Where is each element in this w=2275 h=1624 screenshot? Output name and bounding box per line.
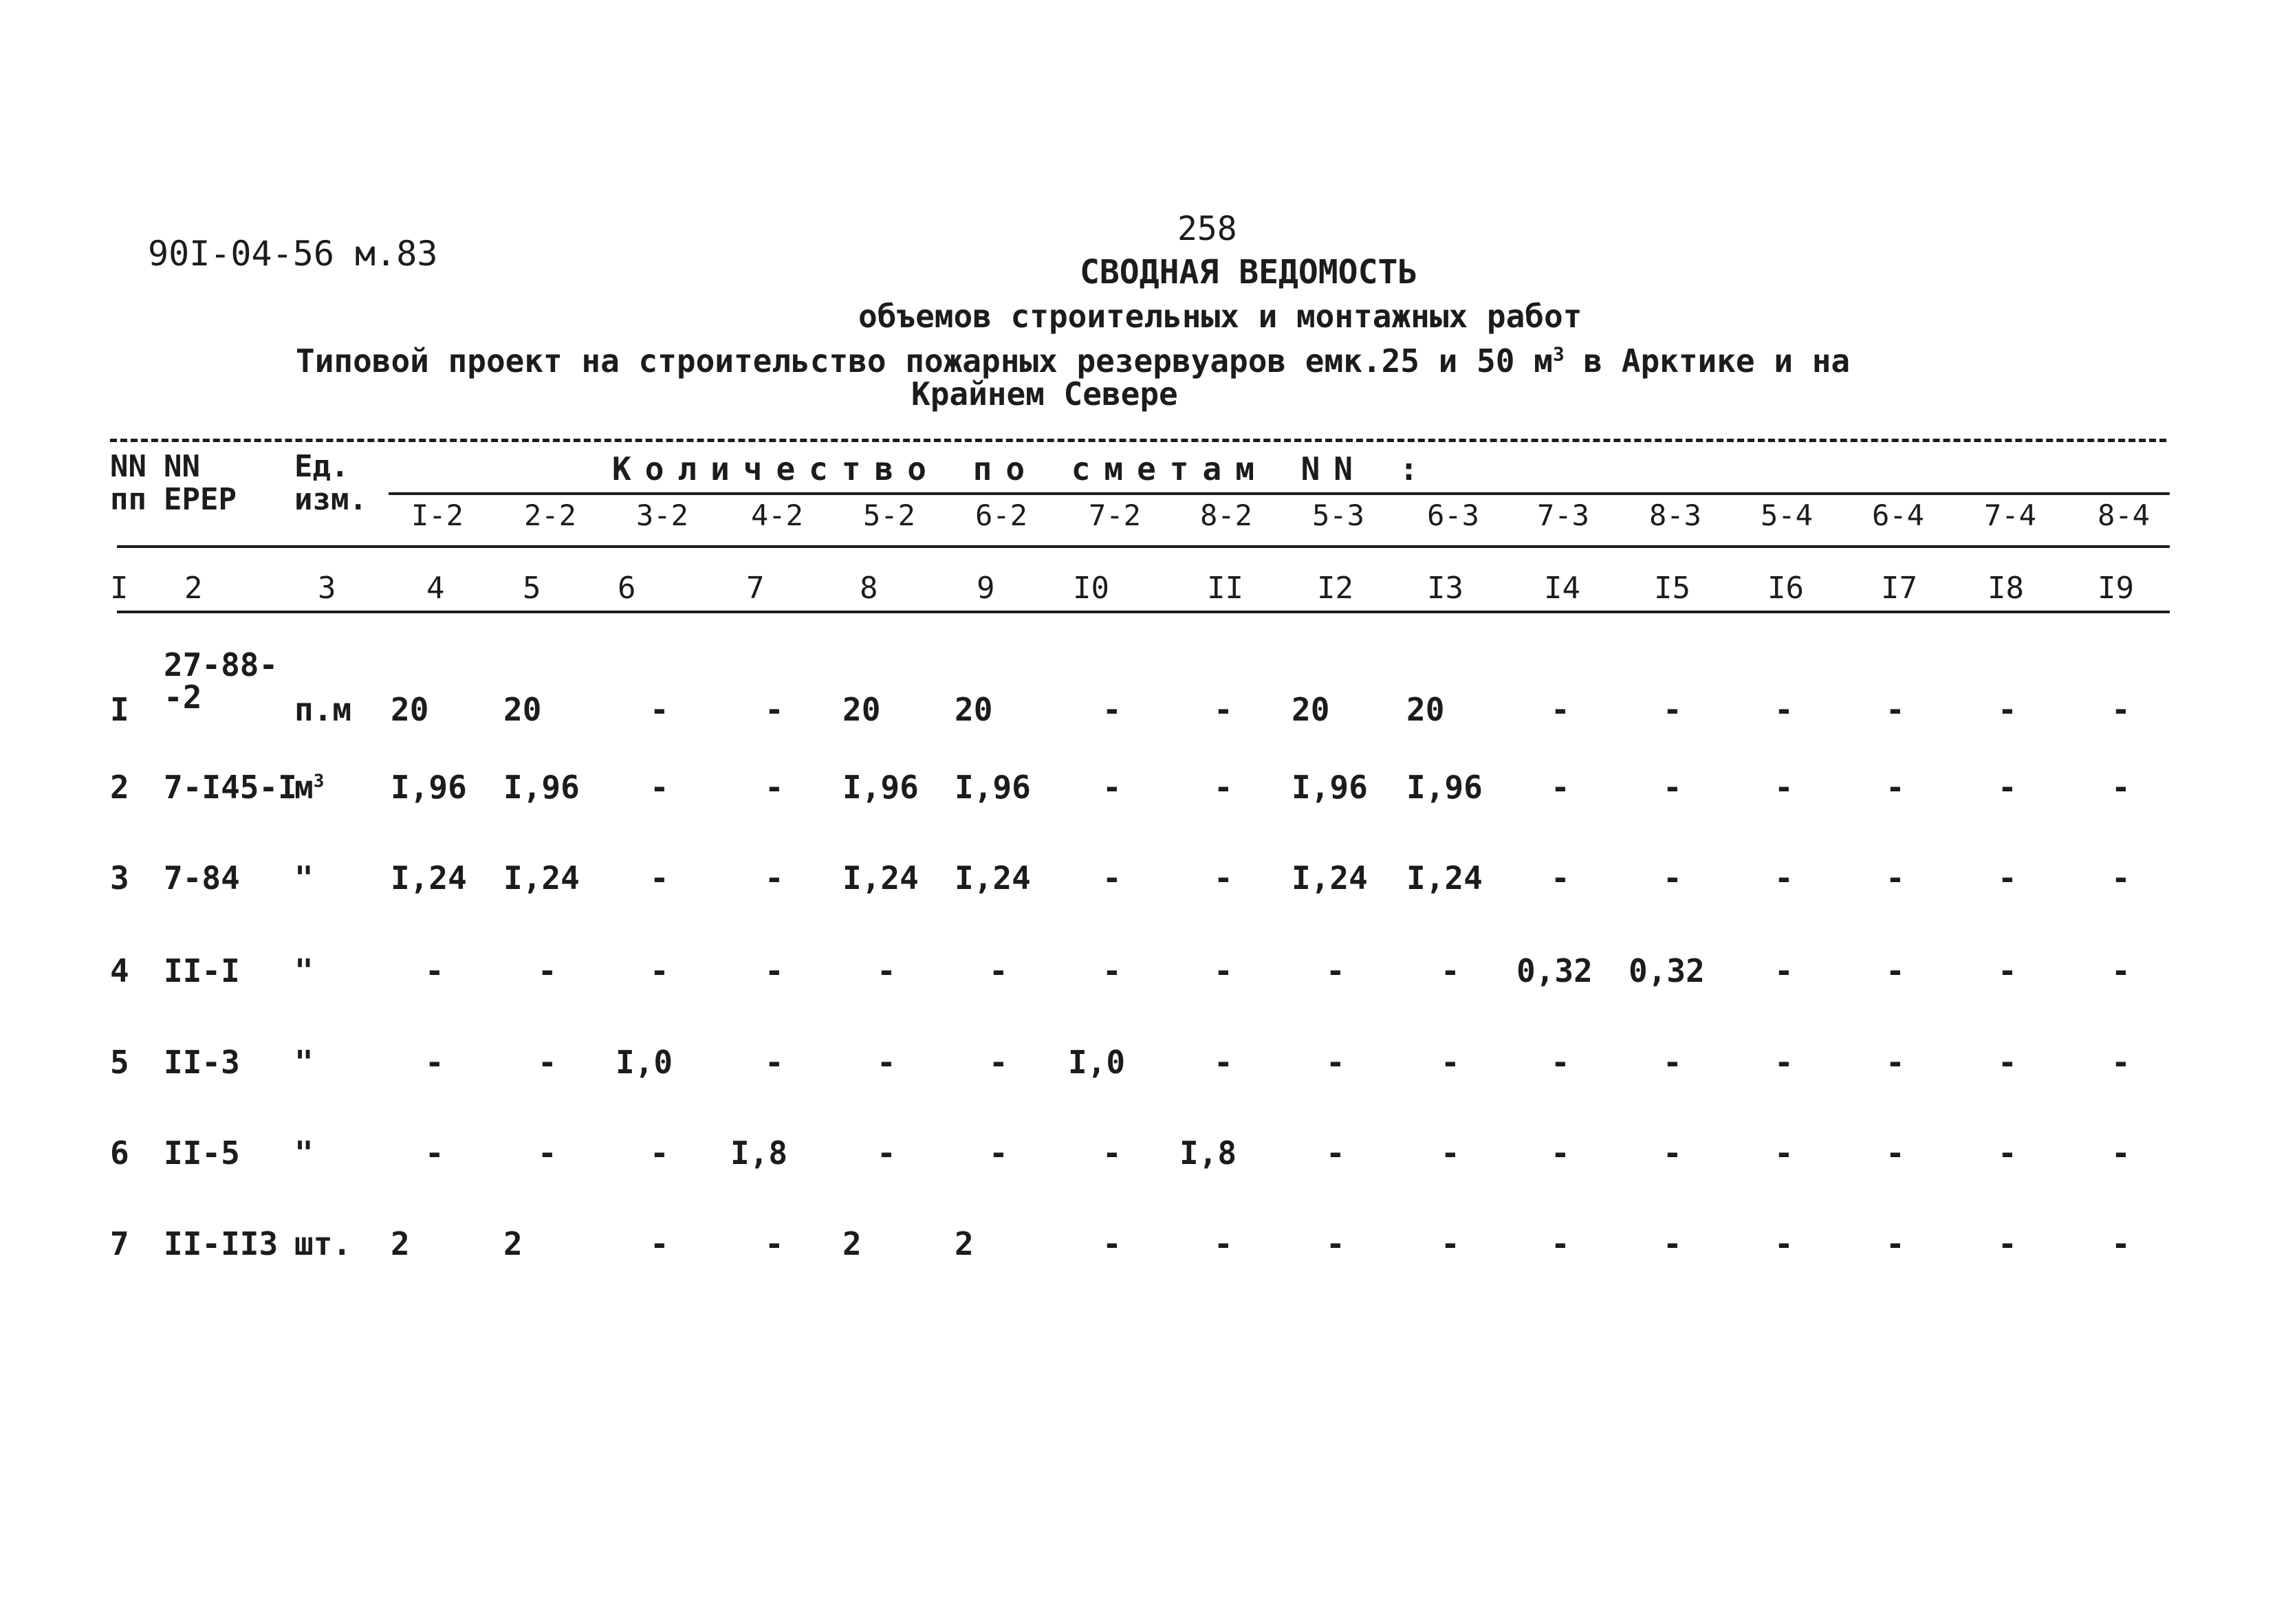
quantity-cell: - [1998,769,2017,806]
quantity-cell: 20 [391,691,429,728]
quantity-cell: - [1663,769,1682,806]
quantity-cell: - [1774,691,1794,728]
quantity-cell: - [1886,1225,1905,1262]
quantity-cell: - [1998,859,2017,897]
row-number-cell: 7 [110,1225,129,1262]
quantity-cell: - [1663,1044,1682,1081]
quantity-cell: 20 [842,691,881,728]
quantity-cell: - [1551,769,1570,806]
subheader-5-2: 5-2 [863,498,915,532]
quantity-cell: - [1326,1044,1345,1081]
subheader-I-2: I-2 [411,498,464,532]
quantity-cell: - [1441,1225,1460,1262]
table-top-rule [110,439,2166,442]
column-number-16: I6 [1767,571,1804,606]
unit-cell: " [294,859,314,897]
erer-code-cell: II-3 [164,1044,240,1081]
quantity-cell: 20 [1292,691,1330,728]
quantity-cell: - [2111,691,2131,728]
quantity-cell: - [2111,952,2131,989]
quantity-cell: - [1551,1134,1570,1172]
unit-cell: шт. [294,1225,352,1262]
document-code: 90I-04-56 м.83 [148,234,438,274]
quantity-header: Количество по сметам NN : [612,450,1433,487]
column-number-4: 4 [426,571,445,606]
quantity-cell: - [1886,859,1905,897]
subheader-3-2: 3-2 [636,498,688,532]
column-number-7: 7 [746,571,765,606]
quantity-cell: - [765,691,784,728]
quantity-cell: - [765,1044,784,1081]
quantity-cell: - [650,859,669,897]
subheader-6-2: 6-2 [975,498,1027,532]
quantity-cell: - [1998,1225,2017,1262]
quantity-cell: - [1774,859,1794,897]
quantity-cell: - [538,1044,557,1081]
quantity-cell: - [765,952,784,989]
column-number-14: I4 [1544,571,1580,606]
erer-code-cell: 7-I45-I [164,769,297,806]
erer-code-cell: II-II3 [164,1225,279,1262]
quantity-cell: - [650,1134,669,1172]
quantity-cell: - [1102,1134,1122,1172]
column-number-3: 3 [318,571,336,606]
quantity-cell: - [1102,769,1122,806]
quantity-cell: 2 [842,1225,862,1262]
quantity-cell: - [425,1134,444,1172]
quantity-header-rule [389,492,2170,495]
quantity-cell: I,96 [1406,769,1483,806]
column-number-17: I7 [1881,571,1917,606]
quantity-cell: - [1886,769,1905,806]
quantity-cell: - [1326,952,1345,989]
quantity-cell: - [877,1044,896,1081]
quantity-cell: I,96 [391,769,467,806]
row-number-cell: I [110,691,129,728]
erer-code-cell: 7-84 [164,859,240,897]
quantity-cell: I,96 [842,769,919,806]
column-number-10: I0 [1073,571,1109,606]
quantity-cell: - [1214,1044,1233,1081]
quantity-cell: - [1998,952,2017,989]
column-number-11: II [1207,571,1243,606]
column-number-9: 9 [977,571,995,606]
quantity-cell: 2 [955,1225,974,1262]
quantity-cell: 20 [1406,691,1445,728]
column-number-1: I [110,571,129,606]
quantity-cell: - [1998,1134,2017,1172]
quantity-cell: - [1663,691,1682,728]
header-nn2-label: NN [164,449,200,484]
subheader-2-2: 2-2 [524,498,576,532]
header-row-number [110,450,146,516]
quantity-cell: - [1326,1225,1345,1262]
quantity-cell: I,24 [503,859,580,897]
quantity-cell: - [650,952,669,989]
unit-cell: " [294,1044,314,1081]
quantity-cell: - [765,859,784,897]
subheader-7-4: 7-4 [1984,498,2036,532]
quantity-cell: - [1886,952,1905,989]
quantity-cell: - [1214,952,1233,989]
column-number-12: I2 [1317,571,1353,606]
quantity-cell: - [877,1134,896,1172]
quantity-cell: - [2111,1225,2131,1262]
erer-code-cell: II-I [164,952,240,989]
quantity-cell: - [765,1225,784,1262]
project-description [296,342,1850,380]
column-number-rule [117,611,2170,613]
quantity-cell: 2 [503,1225,523,1262]
quantity-cell: - [538,1134,557,1172]
unit-cell: " [294,952,314,989]
quantity-cell: 0,32 [1516,952,1593,989]
quantity-cell: - [1551,859,1570,897]
quantity-cell: I,24 [955,859,1031,897]
quantity-cell: - [1441,1134,1460,1172]
quantity-cell: I,8 [730,1134,788,1172]
quantity-cell: 20 [955,691,993,728]
quantity-cell: - [1886,691,1905,728]
subheader-8-2: 8-2 [1200,498,1252,532]
quantity-cell: - [2111,769,2131,806]
erer-code-cont-cell: -2 [164,679,202,716]
quantity-cell: 2 [391,1225,410,1262]
column-number-13: I3 [1427,571,1463,606]
subheader-7-3: 7-3 [1537,498,1589,532]
page-subtitle: объемов строительных и монтажных работ [858,298,1582,335]
quantity-cell: I,0 [1068,1044,1126,1081]
column-number-2: 2 [184,571,203,606]
quantity-cell: - [1214,769,1233,806]
quantity-cell: I,24 [1406,859,1483,897]
row-number-cell: 6 [110,1134,129,1172]
subheader-4-2: 4-2 [751,498,803,532]
quantity-cell: - [1774,769,1794,806]
quantity-cell: - [989,1134,1008,1172]
subheader-6-3: 6-3 [1427,498,1479,532]
quantity-cell: - [989,952,1008,989]
header-unit [294,450,367,516]
quantity-cell: - [1886,1044,1905,1081]
page-number: 258 [1177,210,1237,248]
quantity-cell: 0,32 [1629,952,1705,989]
page-title: СВОДНАЯ ВЕДОМОСТЬ [1080,253,1418,292]
quantity-cell: - [2111,859,2131,897]
unit-superscript: 3 [313,771,325,792]
quantity-cell: - [1663,1225,1682,1262]
quantity-cell: - [1663,1134,1682,1172]
header-erer-code [164,450,237,516]
quantity-cell: I,24 [1292,859,1368,897]
quantity-cell: I,8 [1179,1134,1237,1172]
column-number-5: 5 [523,571,541,606]
erer-code-cell: II-5 [164,1134,240,1172]
subheader-8-3: 8-3 [1649,498,1701,532]
project-text-b: в Арктике и на [1564,342,1851,380]
quantity-cell: - [650,691,669,728]
subheader-6-4: 6-4 [1872,498,1924,532]
row-number-cell: 2 [110,769,129,806]
row-number-cell: 3 [110,859,129,897]
quantity-cell: - [1551,1044,1570,1081]
quantity-cell: - [1774,1044,1794,1081]
subheader-8-4: 8-4 [2098,498,2150,532]
quantity-cell: - [1441,952,1460,989]
quantity-cell: - [1774,952,1794,989]
quantity-cell: I,96 [503,769,580,806]
subheader-7-2: 7-2 [1089,498,1141,532]
header-unit-abbr: изм. [294,482,367,517]
quantity-cell: - [650,1225,669,1262]
quantity-cell: - [1214,859,1233,897]
column-number-18: I8 [1988,571,2024,606]
quantity-cell: I,24 [842,859,919,897]
column-number-6: 6 [618,571,636,606]
row-number-cell: 5 [110,1044,129,1081]
quantity-cell: - [765,769,784,806]
quantity-cell: - [1102,691,1122,728]
quantity-cell: - [1774,1225,1794,1262]
quantity-cell: - [1663,859,1682,897]
quantity-cell: - [1214,691,1233,728]
quantity-cell: 20 [503,691,542,728]
unit-cell: $м^3$ [294,769,325,806]
header-pp-label: пп [110,482,146,517]
quantity-cell: I,96 [955,769,1031,806]
quantity-cell: - [1551,1225,1570,1262]
quantity-cell: - [650,769,669,806]
quantity-cell: I,0 [616,1044,673,1081]
project-text-a: Типовой проект на строительство пожарных резервуаров емк.25 и 50 м [296,342,1553,380]
quantity-cell: - [1102,952,1122,989]
quantity-cell: - [1886,1134,1905,1172]
header-erer-label: ЕРЕР [164,482,237,517]
row-number-cell: 4 [110,952,129,989]
unit-cell: " [294,1134,314,1172]
quantity-cell: - [1551,691,1570,728]
subheader-5-3: 5-3 [1312,498,1364,532]
quantity-cell: I,96 [1292,769,1368,806]
unit-superscript: 3 [1552,342,1565,366]
quantity-cell: - [425,1044,444,1081]
quantity-cell: I,24 [391,859,467,897]
quantity-cell: - [1102,859,1122,897]
column-number-8: 8 [860,571,878,606]
quantity-cell: - [1214,1225,1233,1262]
quantity-cell: - [1998,1044,2017,1081]
quantity-cell: - [2111,1044,2131,1081]
project-description-line2: Крайнем Севере [911,375,1178,413]
erer-code-cell: 27-88- [164,646,279,683]
quantity-cell: - [425,952,444,989]
header-nn-label: NN [110,449,146,484]
quantity-cell: - [1441,1044,1460,1081]
quantity-cell: - [877,952,896,989]
header-unit-label: Ед. [294,449,349,484]
quantity-cell: - [1774,1134,1794,1172]
header-bottom-rule [117,545,2170,548]
subheader-5-4: 5-4 [1761,498,1813,532]
quantity-cell: - [1998,691,2017,728]
quantity-cell: - [538,952,557,989]
column-number-19: I9 [2098,571,2134,606]
unit-cell: п.м [294,691,352,728]
quantity-cell: - [2111,1134,2131,1172]
quantity-cell: - [1326,1134,1345,1172]
quantity-cell: - [1102,1225,1122,1262]
column-number-15: I5 [1654,571,1690,606]
quantity-cell: - [989,1044,1008,1081]
